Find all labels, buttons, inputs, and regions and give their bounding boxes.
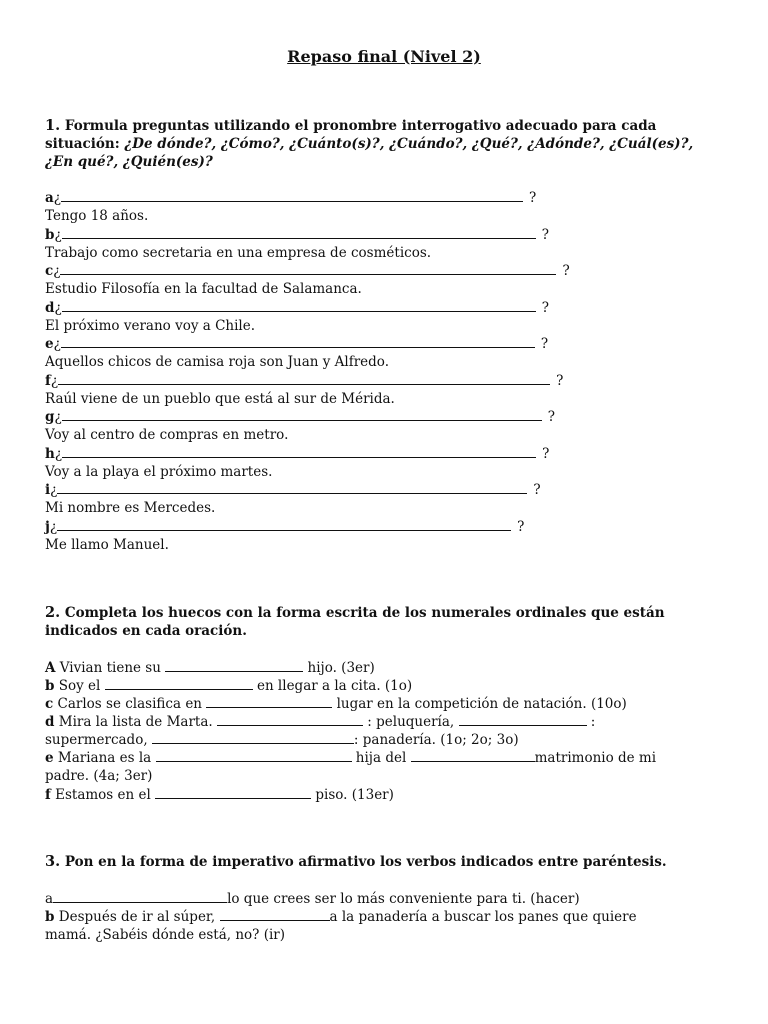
section-3-heading [45, 853, 725, 871]
question-blank[interactable] [57, 481, 527, 494]
close-question-mark: ? [547, 409, 555, 425]
question-blank[interactable] [60, 262, 556, 275]
answer-blank[interactable] [206, 695, 332, 708]
question-line [45, 518, 524, 536]
section-1-instruction: Formula preguntas utilizando el pronombre interrogativo adecuado para cada situación: [45, 118, 657, 152]
item-text: hijo. (3er) [307, 660, 375, 676]
answer-text: Mi nombre es Mercedes. [45, 500, 216, 516]
ordinal-item-e [45, 749, 656, 767]
item-text: en llegar a la cita. (1o) [256, 678, 413, 694]
item-text: Estamos en el [55, 787, 151, 803]
open-question-mark: ¿ [50, 373, 59, 389]
item-text: padre. (4a; 3er) [45, 768, 153, 784]
ordinal-item-d-continued [45, 731, 519, 749]
question-blank[interactable] [62, 226, 536, 239]
question-line [45, 372, 563, 390]
open-question-mark: ¿ [53, 336, 61, 352]
question-letter: j [45, 519, 50, 535]
question-letter: h [45, 446, 55, 462]
answer-text: El próximo verano voy a Chile. [45, 318, 256, 334]
item-text: : panadería. (1o; 2o; 3o) [353, 732, 519, 748]
close-question-mark: ? [517, 519, 525, 535]
item-text: Mariana es la [57, 750, 152, 766]
open-question-mark: ¿ [54, 300, 62, 316]
item-letter: d [45, 714, 55, 730]
section-3-number: 3. [45, 853, 61, 870]
question-blank[interactable] [61, 189, 523, 202]
answer-blank[interactable] [152, 731, 354, 744]
item-letter: b [45, 909, 55, 925]
question-letter: i [45, 482, 51, 498]
close-question-mark: ? [541, 300, 549, 316]
answer-text: Raúl viene de un pueblo que está al sur de Mérida. [45, 391, 395, 407]
close-question-mark: ? [562, 263, 570, 279]
item-text: Mira la lista de Marta. [58, 714, 213, 730]
item-text: : [590, 714, 596, 730]
item-text: a la panadería a buscar los panes que quiere [329, 909, 637, 925]
close-question-mark: ? [556, 373, 564, 389]
close-question-mark: ? [542, 446, 550, 462]
section-2-heading [45, 604, 725, 640]
item-text: lugar en la competición de natación. (10o) [336, 696, 627, 712]
imperative-item-b [45, 908, 637, 926]
question-line [45, 226, 549, 244]
section-3-instruction: Pon en la forma de imperativo afirmativo los verbos indicados entre paréntesis. [64, 854, 667, 870]
item-letter: b [45, 678, 55, 694]
ordinal-item-e-continued [45, 767, 152, 785]
question-letter: c [45, 263, 54, 279]
answer-blank[interactable] [220, 908, 330, 921]
question-line [45, 262, 570, 280]
answer-text: Tengo 18 años. [45, 208, 149, 224]
answer-blank[interactable] [105, 677, 253, 690]
question-letter: d [45, 300, 55, 316]
ordinal-item-f [45, 786, 394, 804]
answer-text: Voy al centro de compras en metro. [45, 427, 289, 443]
open-question-mark: ¿ [54, 409, 62, 425]
close-question-mark: ? [540, 336, 549, 352]
item-text: Carlos se clasifica en [57, 696, 202, 712]
ordinal-item-b [45, 677, 412, 695]
item-text: lo que crees ser lo más conveniente para ti. (hacer) [227, 891, 580, 907]
item-text: Soy el [58, 678, 101, 694]
open-question-mark: ¿ [53, 190, 61, 206]
section-1-options: ¿De dónde?, ¿Cómo?, ¿Cuánto(s)?, ¿Cuándo?, ¿Qué?, ¿Adónde?, ¿Cuál(es)?, ¿En qué?, ¿Quién(es)? [45, 136, 694, 170]
ordinal-item-c [45, 695, 627, 713]
imperative-item-a [45, 890, 580, 908]
open-question-mark: ¿ [50, 482, 58, 498]
question-line [45, 189, 536, 207]
item-text: : peluquería, [367, 714, 455, 730]
item-text: Vivian tiene su [59, 660, 161, 676]
question-line [45, 335, 548, 353]
section-1-number: 1. [45, 117, 61, 134]
question-line [45, 299, 549, 317]
item-letter: e [45, 750, 54, 766]
section-1-heading [45, 117, 725, 171]
question-letter: f [45, 373, 51, 389]
answer-blank[interactable] [411, 749, 535, 762]
ordinal-item-d [45, 713, 595, 731]
imperative-item-b-continued [45, 926, 285, 944]
question-blank[interactable] [61, 335, 535, 348]
question-letter: g [45, 409, 55, 425]
item-text: matrimonio de mi [534, 750, 657, 766]
open-question-mark: ¿ [49, 519, 58, 535]
question-blank[interactable] [57, 518, 511, 531]
question-line [45, 445, 549, 463]
answer-blank[interactable] [155, 786, 311, 799]
close-question-mark: ? [533, 482, 541, 498]
item-text: hija del [355, 750, 407, 766]
answer-blank[interactable] [217, 713, 363, 726]
close-question-mark: ? [541, 227, 549, 243]
question-blank[interactable] [62, 445, 536, 458]
item-text: Después de ir al súper, [58, 909, 216, 925]
answer-blank[interactable] [459, 713, 587, 726]
item-letter: c [45, 696, 54, 712]
item-text: piso. (13er) [315, 787, 394, 803]
close-question-mark: ? [529, 190, 537, 206]
item-text: mamá. ¿Sabéis dónde está, no? (ir) [45, 927, 286, 943]
question-letter: e [45, 336, 54, 352]
page-title: Repaso final (Nivel 2) [287, 47, 481, 66]
section-2-instruction: Completa los huecos con la forma escrita de los numerales ordinales que están indicados en cada oración. [45, 605, 665, 639]
answer-text: Me llamo Manuel. [45, 537, 169, 553]
item-letter: f [45, 787, 51, 803]
open-question-mark: ¿ [54, 227, 62, 243]
open-question-mark: ¿ [53, 263, 61, 279]
item-letter: a [45, 891, 54, 907]
answer-blank[interactable] [156, 749, 352, 762]
question-letter: b [45, 227, 55, 243]
answer-text: Trabajo como secretaria en una empresa de cosméticos. [45, 245, 432, 261]
answer-text: Aquellos chicos de camisa roja son Juan y Alfredo. [45, 354, 389, 370]
ordinal-item-a [45, 659, 375, 677]
question-line [45, 481, 541, 499]
question-blank[interactable] [58, 372, 550, 385]
question-blank[interactable] [62, 408, 542, 421]
section-2-number: 2. [45, 604, 61, 621]
question-blank[interactable] [62, 299, 536, 312]
open-question-mark: ¿ [54, 446, 63, 462]
item-text: supermercado, [45, 732, 148, 748]
answer-text: Estudio Filosofía en la facultad de Salamanca. [45, 281, 362, 297]
question-letter: a [45, 190, 54, 206]
answer-blank[interactable] [53, 890, 227, 903]
answer-blank[interactable] [165, 659, 303, 672]
answer-text: Voy a la playa el próximo martes. [45, 464, 273, 480]
item-letter: A [45, 660, 56, 676]
question-line [45, 408, 555, 426]
